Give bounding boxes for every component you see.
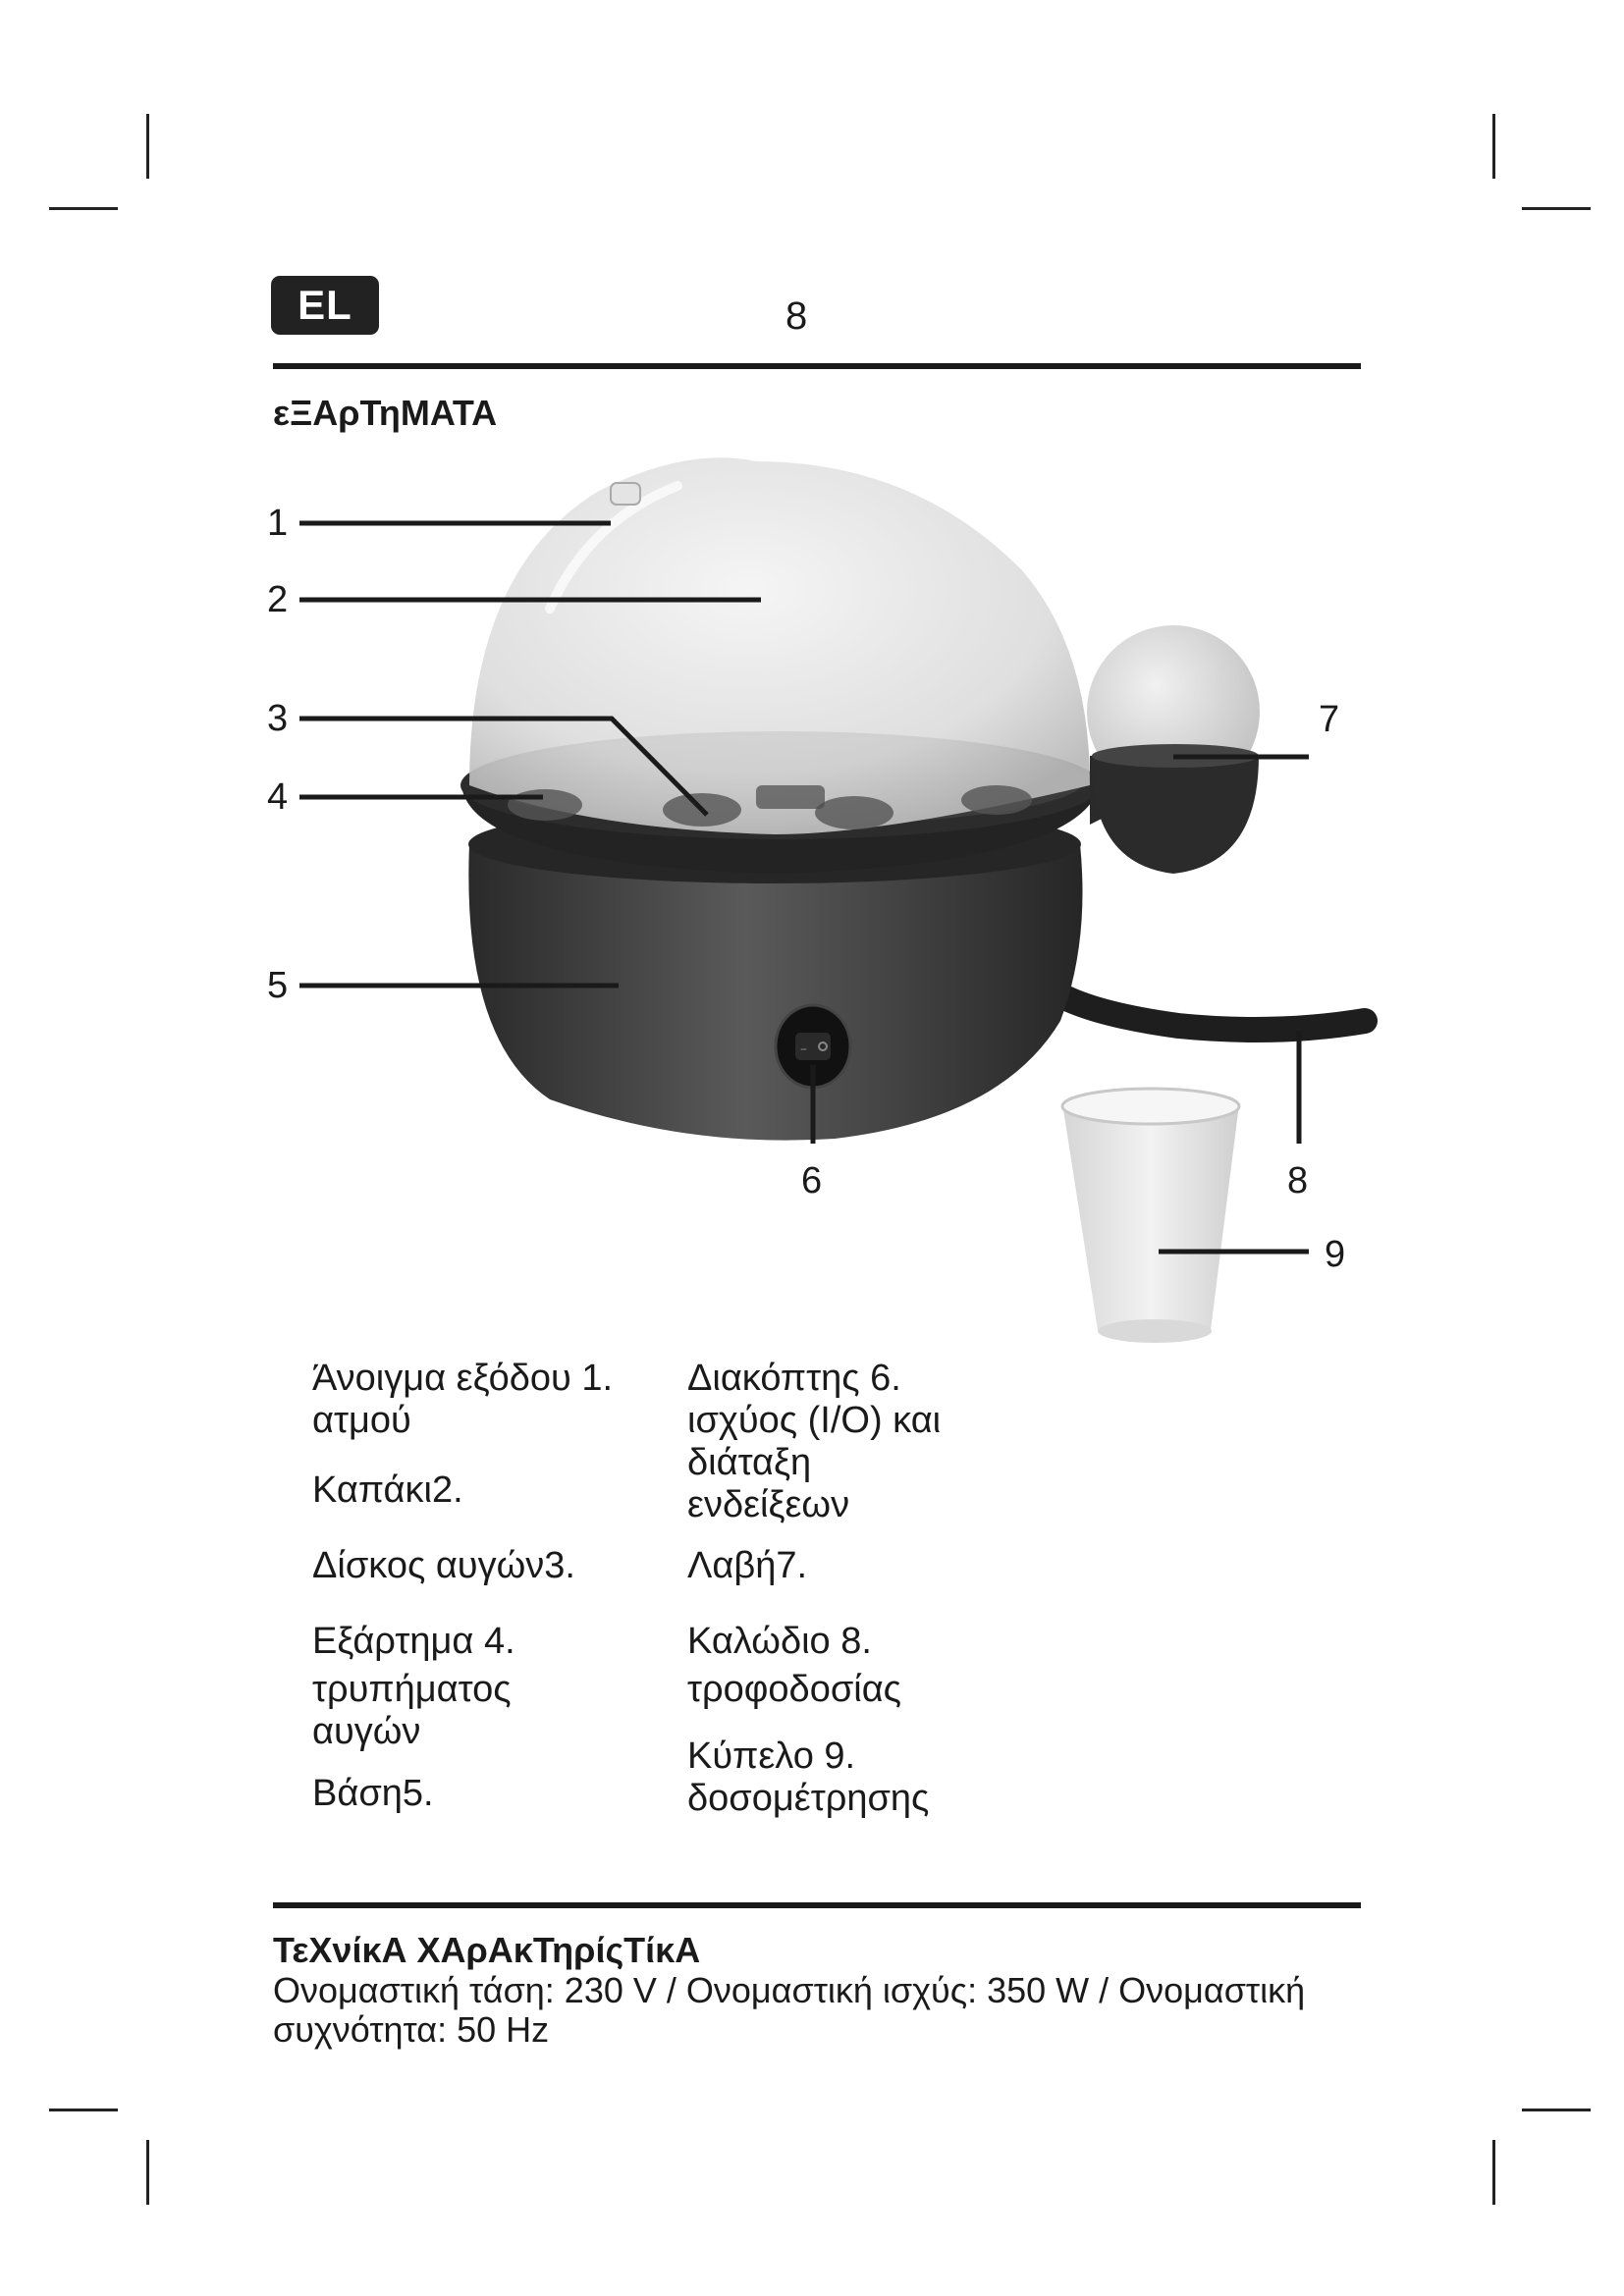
handle (1087, 625, 1260, 874)
accessories-title: εΞΑρΤηΜΑΤΑ (273, 393, 498, 433)
part-1-label: Άνοιγμα εξόδου 1. ατμού (312, 1358, 614, 1441)
crop-mark-bottom-right-v (1492, 2140, 1495, 2205)
specs-line-1: Ονομαστική τάση: 230 V / Ονομαστική ισχύς: 350 W / Ονομαστική (273, 1970, 1306, 2010)
part-2-label: Καπάκι2. (312, 1469, 463, 1511)
steam-vent (611, 483, 640, 505)
specs-title: ΤεΧνίκΑ ΧΑρΑκΤηρίςΤίκΑ (273, 1930, 701, 1970)
base-body (468, 844, 1082, 1141)
part-4-label: Εξάρτημα 4. τρυπήματος αυγών (312, 1621, 515, 1752)
callout-9: 9 (1325, 1234, 1346, 1275)
part-7-label: Λαβή7. (687, 1545, 808, 1586)
part-3-label: Δίσκος αυγών3. (312, 1545, 575, 1586)
callout-7: 7 (1319, 699, 1340, 740)
part-8-label: Καλώδιο 8. τροφοδοσίας (687, 1621, 901, 1710)
specs-text (273, 1971, 1363, 2050)
callout-5: 5 (267, 965, 289, 1006)
svg-text:–: – (800, 1041, 807, 1057)
power-cord (1041, 982, 1365, 1030)
crop-mark-bottom-left-v (146, 2140, 149, 2205)
lid-dome (469, 457, 1090, 834)
callout-4: 4 (267, 776, 289, 818)
callout-2: 2 (267, 579, 289, 620)
specs-line-2: συχνότητα: 50 Hz (273, 2009, 550, 2050)
page-number: 8 (785, 294, 808, 338)
part-9-label: Κύπελο 9. δοσομέτρησης (687, 1735, 930, 1819)
callout-8: 8 (1287, 1160, 1309, 1201)
callout-3: 3 (267, 698, 289, 739)
callout-1: 1 (267, 503, 289, 544)
callout-6: 6 (801, 1160, 823, 1201)
part-6-label: Διακόπτης 6. ισχύος (I/O) και διάταξη ενδείξεων (687, 1358, 942, 1525)
crop-mark-bottom-left-h (49, 2109, 118, 2111)
part-5-label: Βάση5. (312, 1773, 434, 1814)
specs-rule (273, 1902, 1361, 1908)
language-badge: EL (271, 276, 379, 335)
crop-mark-bottom-right-h (1522, 2109, 1591, 2111)
measuring-cup (1062, 1089, 1239, 1343)
